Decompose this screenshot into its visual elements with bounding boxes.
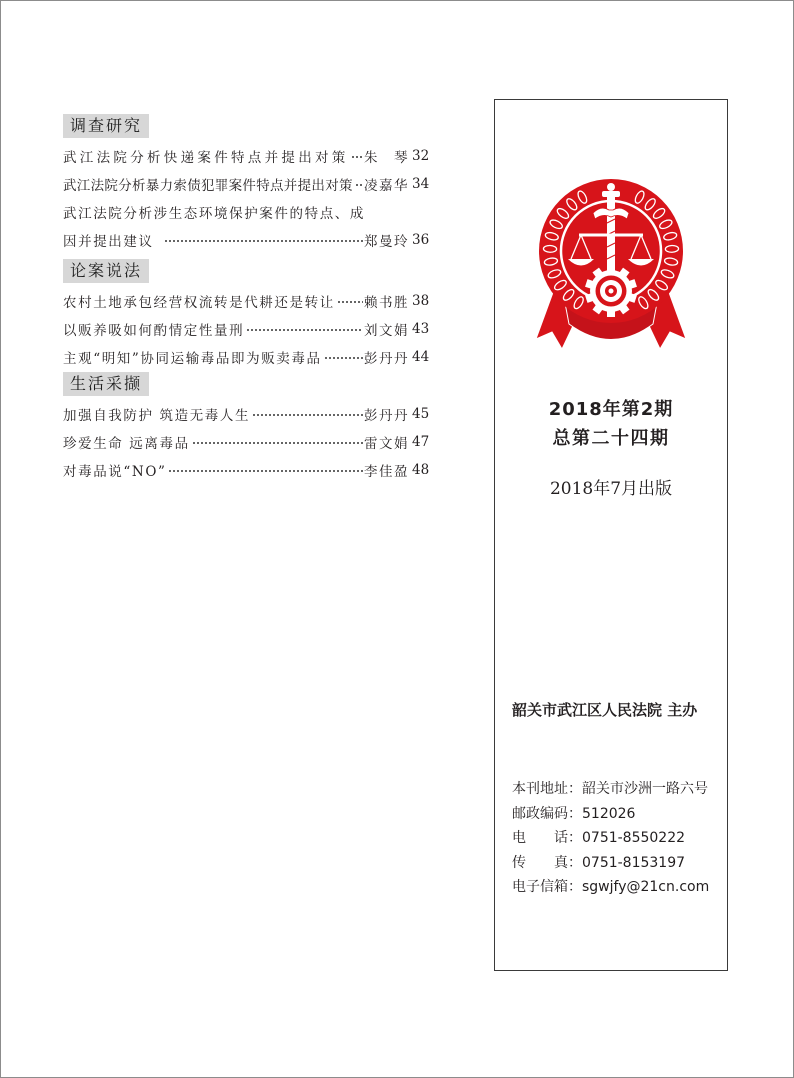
section-title: 论案说法 bbox=[63, 259, 149, 283]
entry-page: 43 bbox=[412, 321, 430, 337]
entry-page: 47 bbox=[412, 434, 430, 450]
dot-leader bbox=[351, 142, 363, 170]
toc-entry bbox=[63, 226, 429, 254]
toc-section-research bbox=[63, 114, 429, 254]
entry-page: 44 bbox=[412, 349, 430, 365]
entry-title: 主观“明知”协同运输毒品即为贩卖毒品 bbox=[63, 351, 322, 367]
contact-label: 电 话： bbox=[512, 830, 582, 847]
dot-leader bbox=[192, 428, 363, 456]
entry-page: 36 bbox=[412, 232, 430, 248]
contact-label: 邮政编码： bbox=[512, 805, 582, 822]
section-title: 调查研究 bbox=[63, 114, 149, 138]
contact-value: 512026 bbox=[582, 805, 636, 822]
toc-entry bbox=[63, 400, 429, 428]
court-emblem-icon bbox=[531, 177, 691, 352]
issue-number: 2018年第2期 bbox=[548, 399, 674, 420]
contact-label: 电子信箱： bbox=[512, 879, 582, 896]
entry-title: 武江法院分析快递案件特点并提出对策 bbox=[63, 150, 349, 166]
toc-entry bbox=[63, 343, 429, 371]
dot-leader bbox=[246, 315, 363, 343]
dot-leader bbox=[164, 226, 363, 254]
entry-page: 38 bbox=[412, 293, 430, 309]
entry-author: 郑曼玲 bbox=[364, 234, 409, 250]
section-title: 生活采撷 bbox=[63, 372, 149, 396]
contact-address bbox=[512, 777, 709, 802]
entry-page: 32 bbox=[412, 148, 430, 164]
entry-title: 加强自我防护 筑造无毒人生 bbox=[63, 408, 251, 424]
entry-title: 对毒品说“NO” bbox=[63, 464, 167, 480]
toc-entry bbox=[63, 456, 429, 484]
masthead-box bbox=[494, 99, 728, 971]
sponsor-line: 韶关市武江区人民法院 主办 bbox=[512, 701, 698, 719]
entry-page: 45 bbox=[412, 406, 430, 422]
issue-cumulative: 总第二十四期 bbox=[552, 428, 670, 449]
toc-entry bbox=[63, 170, 429, 198]
dot-leader bbox=[337, 287, 363, 315]
entry-title: 农村土地承包经营权流转是代耕还是转让 bbox=[63, 295, 335, 311]
dot-leader bbox=[168, 456, 363, 484]
entry-author: 刘文娟 bbox=[364, 323, 409, 339]
contact-phone bbox=[512, 826, 709, 851]
toc-entry bbox=[63, 315, 429, 343]
contact-value: 韶关市沙洲一路六号 bbox=[582, 781, 708, 797]
toc-section-cases bbox=[63, 259, 429, 371]
entry-author: 朱 琴 bbox=[364, 150, 409, 166]
entry-title-line1: 武江法院分析涉生态环境保护案件的特点、成 bbox=[63, 206, 365, 222]
contact-value: 0751-8550222 bbox=[582, 830, 686, 847]
entry-title: 以贩养吸如何酌情定性量刑 bbox=[63, 323, 245, 339]
entry-author: 雷文娟 bbox=[364, 436, 409, 452]
entry-author: 彭丹丹 bbox=[364, 351, 409, 367]
toc-entry-title-line1 bbox=[63, 198, 429, 226]
entry-title: 珍爱生命 远离毒品 bbox=[63, 436, 190, 452]
contact-value: sgwjfy@21cn.com bbox=[582, 879, 710, 896]
contact-email bbox=[512, 875, 709, 900]
entry-title: 武江法院分析暴力索债犯罪案件特点并提出对策 bbox=[63, 178, 353, 194]
dot-leader bbox=[355, 170, 363, 198]
toc-section-life bbox=[63, 372, 429, 484]
toc-entry bbox=[63, 142, 429, 170]
contact-label: 传 真： bbox=[512, 854, 582, 871]
entry-page: 48 bbox=[412, 462, 430, 478]
entry-author: 李佳盈 bbox=[364, 464, 409, 480]
dot-leader bbox=[324, 343, 363, 371]
contact-info bbox=[512, 777, 709, 900]
entry-author: 凌嘉华 bbox=[364, 178, 409, 194]
entry-page: 34 bbox=[412, 176, 430, 192]
contact-value: 0751-8153197 bbox=[582, 854, 686, 871]
dot-leader bbox=[252, 400, 363, 428]
entry-author: 彭丹丹 bbox=[364, 408, 409, 424]
entry-author: 赖书胜 bbox=[364, 295, 409, 311]
contact-label: 本刊地址： bbox=[512, 781, 582, 797]
toc-entry bbox=[63, 287, 429, 315]
contact-fax bbox=[512, 851, 709, 876]
publication-date: 2018年7月出版 bbox=[549, 479, 673, 499]
contact-postcode bbox=[512, 802, 709, 827]
entry-title: 因并提出建议 bbox=[63, 234, 154, 250]
toc-entry bbox=[63, 428, 429, 456]
